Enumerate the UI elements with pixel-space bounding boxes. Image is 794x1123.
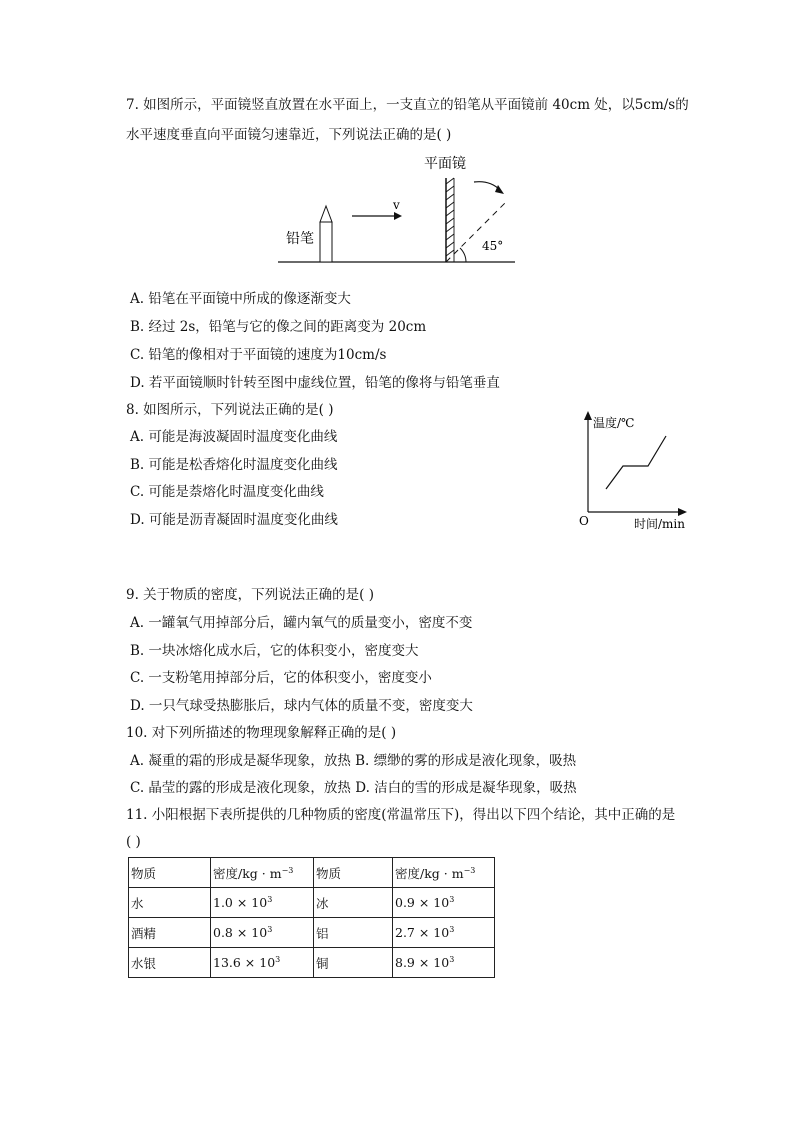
header-cell: 物质 <box>314 858 393 888</box>
q7-stem-line2: 水平速度垂直向平面镜匀速靠近，下列说法正确的是( ) <box>126 127 452 143</box>
q7-option-d[interactable]: D. 若平面镜顺时针转至图中虚线位置，铅笔的像将与铅笔垂直 <box>130 375 500 391</box>
table-cell: $2.7 \times 10^3$ <box>393 918 495 948</box>
table-cell: $0.9 \times 10^3$ <box>393 888 495 918</box>
pencil-label: 铅笔 <box>286 231 314 247</box>
table-row <box>129 918 495 948</box>
q10-stem: 10. 对下列所描述的物理现象解释正确的是( ) <box>126 725 397 741</box>
angle-label: 45° <box>482 239 504 253</box>
table-cell: 水 <box>129 888 211 918</box>
q8-temperature-graph <box>570 408 700 532</box>
y-axis <box>584 411 592 512</box>
rotation-arrow-icon <box>474 182 504 194</box>
velocity-arrow-icon <box>352 212 402 220</box>
q7-option-b[interactable]: B. 经过 2s，铅笔与它的像之间的距离变为 20cm <box>130 319 427 335</box>
q7-option-a[interactable]: A. 铅笔在平面镜中所成的像逐渐变大 <box>130 291 351 307</box>
density-table <box>128 857 495 978</box>
x-axis <box>588 508 687 516</box>
header-cell: 密度$/kg \cdot m^{-3}$ <box>393 858 495 888</box>
q9-stem: 9. 关于物质的密度，下列说法正确的是( ) <box>126 587 374 603</box>
velocity-label: v <box>393 198 400 212</box>
angle-arc <box>460 248 466 262</box>
mirror-label: 平面镜 <box>424 156 466 172</box>
table-cell: 水银 <box>129 948 211 978</box>
origin-label: O <box>579 514 589 528</box>
q8-option-c[interactable]: C. 可能是萘熔化时温度变化曲线 <box>130 484 324 500</box>
y-axis-label: 温度/℃ <box>593 416 635 430</box>
q8-option-d[interactable]: D. 可能是沥青凝固时温度变化曲线 <box>130 512 338 528</box>
table-cell: $0.8 \times 10^3$ <box>211 918 314 948</box>
header-cell: 密度$/kg \cdot m^{-3}$ <box>211 858 314 888</box>
q11-stem-line2: ( ) <box>126 834 141 850</box>
q9-option-c[interactable]: C. 一支粉笔用掉部分后，它的体积变小，密度变小 <box>130 670 432 686</box>
q10-options-row2[interactable]: C. 晶莹的露的形成是液化现象，放热 D. 洁白的雪的形成是凝华现象，吸热 <box>130 780 577 796</box>
table-cell: 铝 <box>314 918 393 948</box>
table-cell: $13.6 \times 10^3$ <box>211 948 314 978</box>
header-cell: 物质 <box>129 858 211 888</box>
q10-options-row1[interactable]: A. 凝重的霜的形成是凝华现象，放热 B. 缥缈的雾的形成是液化现象，吸热 <box>130 753 577 769</box>
mirror-icon <box>446 178 454 262</box>
q11-stem-line1: 11. 小阳根据下表所提供的几种物质的密度(常温常压下)，得出以下四个结论，其中正确的是 <box>126 807 676 823</box>
table-cell: $8.9 \times 10^3$ <box>393 948 495 978</box>
table-cell: 酒精 <box>129 918 211 948</box>
q9-option-a[interactable]: A. 一罐氧气用掉部分后，罐内氧气的质量变小，密度不变 <box>130 615 473 631</box>
q9-option-d[interactable]: D. 一只气球受热膨胀后，球内气体的质量不变，密度变大 <box>130 698 473 714</box>
q8-stem: 8. 如图所示，下列说法正确的是( ) <box>126 402 334 418</box>
table-cell: $1.0 \times 10^3$ <box>211 888 314 918</box>
q8-option-a[interactable]: A. 可能是海波凝固时温度变化曲线 <box>130 429 338 445</box>
table-row <box>129 888 495 918</box>
q7-option-c[interactable]: C. 铅笔的像相对于平面镜的速度为10cm/s <box>130 347 387 363</box>
temperature-curve <box>606 436 666 489</box>
table-row <box>129 948 495 978</box>
table-cell: 铜 <box>314 948 393 978</box>
pencil-icon <box>320 206 332 262</box>
q8-option-b[interactable]: B. 可能是松香熔化时温度变化曲线 <box>130 457 338 473</box>
q7-mirror-figure <box>270 150 530 270</box>
q7-stem-line1: 7. 如图所示，平面镜竖直放置在水平面上，一支直立的铅笔从平面镜前 40cm 处，以5cm/s的 <box>126 97 689 113</box>
table-header-row <box>129 858 495 888</box>
x-axis-label: 时间/min <box>634 517 685 531</box>
table-cell: 冰 <box>314 888 393 918</box>
q9-option-b[interactable]: B. 一块冰熔化成水后，它的体积变小，密度变大 <box>130 643 419 659</box>
